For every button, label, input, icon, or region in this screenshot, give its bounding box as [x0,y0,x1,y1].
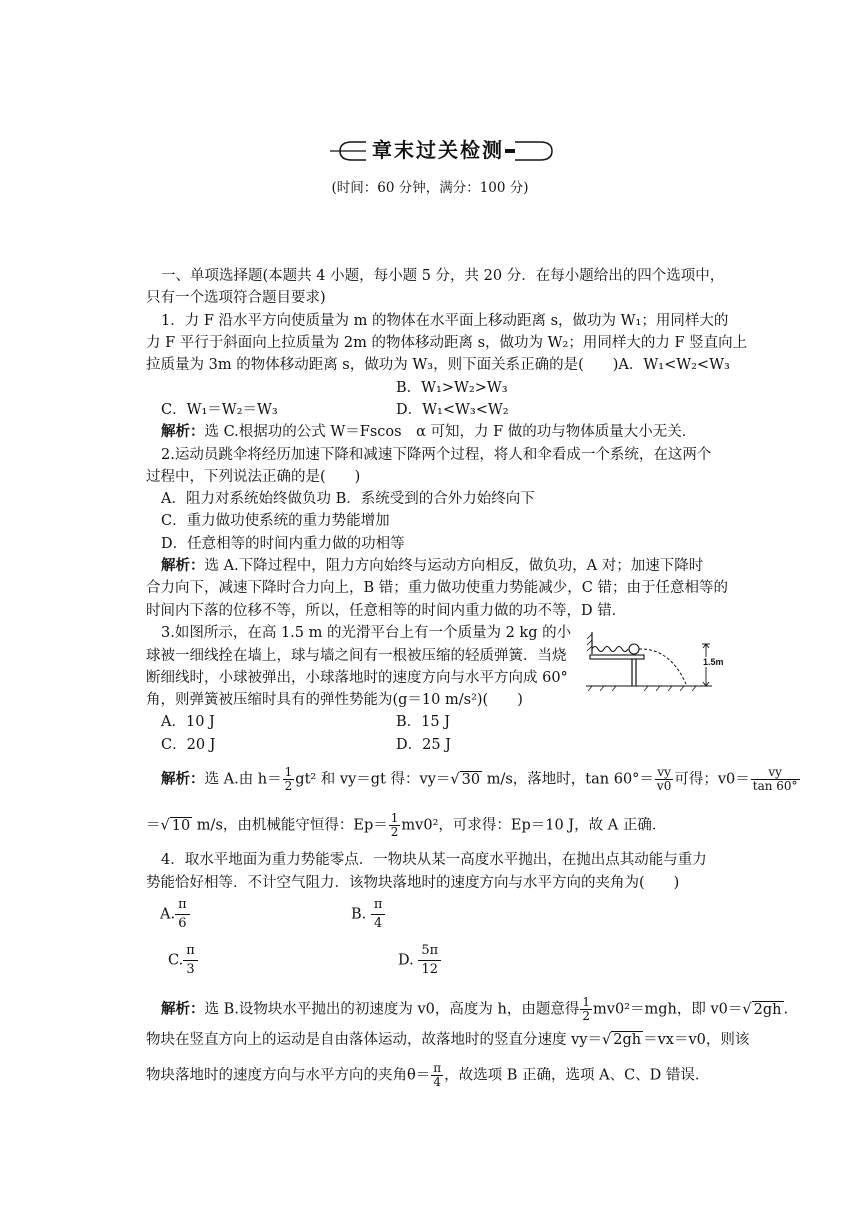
q3-analysis-line-2 [146,812,666,839]
fraction-denominator: 2 [390,825,399,839]
q2-option-d: D．任意相等的时间内重力做的功相等 [161,536,405,552]
q4-line-1: 4．取水平地面为重力势能零点．一物块从某一高度水平抛出，在抛出点其动能与重力 [161,852,707,868]
fraction-denominator: 3 [186,962,195,977]
option-fraction [418,942,441,979]
q3-analysis-line-1 [161,766,801,793]
q3-line-3: 断细线时，小球被弹出，小球落地时的速度方向与水平方向成 60° [146,670,568,686]
q1-option-c: C．W₁＝W₂＝W₃ [161,402,278,418]
q2-option-c: C．重力做功使系统的重力势能增加 [161,513,390,529]
q2-analysis-line-2: 合力向下，减速下降时合力向上，B 错；重力做功使重力势能减少，C 错；由于任意相等的 [146,580,728,596]
q1-line-3: 拉质量为 3m 的物体移动距离 s，做功为 W₃，则下面关系正确的是( )A．W₁<W₂<W₃ [146,357,730,373]
option-fraction [371,896,386,933]
fraction-denominator: 4 [433,1075,441,1089]
q3-analysis-text-1c: m/s，落地时，tan 60°＝ [482,771,654,788]
q3-analysis-text-2c: mv0²，可求得：Ep＝10 J，故 A 正确． [401,817,667,834]
section-heading-line-1: 一、单项选择题(本题共 4 小题，每小题 5 分，共 20 分．在每小题给出的四个选项中， [161,268,725,284]
option-fraction [183,942,198,979]
q4-analysis-text-1b: mv0²＝mgh，即 v0＝ [593,1001,743,1018]
q4-option-a [160,896,190,933]
q2-analysis-line-1 [161,556,703,576]
q1-analysis-label: 解析： [161,423,205,440]
sqrt-symbol: √ [160,817,170,834]
option-letter: C. [168,952,184,969]
option-letter: B. [351,906,367,923]
fraction-numerator: 5π [418,942,441,961]
q4-option-d [398,942,441,979]
q2-analysis-label: 解析： [161,557,205,574]
sqrt-symbol: √ [742,1001,752,1018]
q4-option-c [168,942,198,979]
q3-line-1: 3.如图所示，在高 1.5 m 的光滑平台上有一个质量为 2 kg 的小 [161,625,572,641]
fraction-numerator: π [175,896,190,915]
fraction-numerator: π [433,1061,442,1075]
sqrt-symbol: √ [602,1032,612,1048]
q3-fraction-vy-tan [751,766,800,793]
q4-analysis-line-3 [146,1062,709,1089]
q3-line-4: 角，则弹簧被压缩时具有的弹性势能为(g＝10 m/s²)( ) [146,692,523,708]
q4-option-b [351,896,385,933]
option-fraction [175,896,190,933]
q4-analysis-text-2a: 物块在竖直方向上的运动是自由落体运动，故落地时的竖直分速度 vy＝ [146,1032,602,1048]
q3-analysis-text-1a: 选 A.由 h＝ [204,771,282,788]
fraction-denominator: 12 [421,962,439,977]
q4-analysis-line-2 [146,1030,749,1050]
q3-analysis-text-2a: ＝ [146,817,161,834]
fraction-numerator: vy [655,766,673,780]
q2-line-1: 2.运动员跳伞将经历加速下降和减速下降两个过程，将人和伞看成一个系统，在这两个 [161,447,712,463]
q3-fraction-half-2 [389,812,401,839]
q3-analysis-text-1b: gt² 和 vy＝gt 得：vy＝ [295,771,451,788]
q1-option-d: D．W₁<W₃<W₂ [396,402,509,418]
fraction-denominator: tan 60° [752,779,798,793]
q2-line-2: 过程中，下列说法正确的是( ) [146,469,361,485]
sqrt-radicand: 2gh [613,1032,642,1048]
q4-analysis-text-2b: ＝vx＝v0，则该 [643,1032,750,1048]
q1-option-b: B．W₁>W₂>W₃ [396,380,508,396]
fraction-denominator: 6 [178,916,187,931]
q3-fraction-vy-v0 [655,766,673,793]
fraction-denominator: v0 [656,779,672,793]
q4-analysis-text-3b: ，故选项 B 正确，选项 A、C、D 错误． [444,1067,710,1084]
q3-analysis-label: 解析： [161,770,205,788]
fraction-denominator: 4 [374,916,383,931]
q1-line-2: 力 F 平行于斜面向上拉质量为 2m 的物体移动距离 s，做功为 W₂；用同样大的力 F 竖直向上 [146,335,748,351]
fraction-numerator: vy [751,766,800,780]
q4-fraction-pi-4 [431,1062,443,1089]
q2-option-ab: A．阻力对系统始终做负功 B．系统受到的合外力始终向下 [161,491,535,507]
q3-line-2: 球被一细线拴在墙上，球与墙之间有一根被压缩的轻质弹簧．当烧 [146,648,567,664]
option-letter: D. [398,952,414,969]
fraction-numerator: π [183,942,198,961]
q3-option-a: A．10 J [161,714,215,730]
fraction-denominator: 2 [284,779,293,793]
q4-analysis-text-3a: 物块落地时的速度方向与水平方向的夹角θ＝ [146,1067,431,1084]
q3-analysis-text-1d: 可得；v0＝ [674,771,750,788]
q3-figure-height-label: 1.5m [703,657,724,667]
q4-analysis-line-1 [161,996,788,1023]
q3-option-d: D．25 J [396,737,451,753]
q3-fraction-half [283,766,295,793]
option-letter: A. [160,906,176,923]
page-subtitle: (时间：60 分钟，满分：100 分) [331,180,529,196]
sqrt-radicand: 10 [171,817,191,834]
sqrt-symbol: √ [450,771,460,788]
q2-analysis-text-1: 选 A.下降过程中，阻力方向始终与运动方向相反，做负功，A 对；加速下降时 [204,558,704,574]
q4-analysis-text-1c: . [783,1001,789,1018]
sqrt-radicand: 30 [461,771,481,788]
q3-option-c: C．20 J [161,737,216,753]
sqrt-radicand: 2gh [753,1001,782,1018]
fraction-numerator: 1 [582,995,590,1009]
fraction-denominator: 2 [582,1009,590,1023]
section-heading-line-2: 只有一个选项符合题目要求) [146,290,326,306]
fraction-numerator: π [371,896,386,915]
q4-analysis-text-1a: 选 B.设物块水平抛出的初速度为 v0，高度为 h，由题意得 [204,1001,580,1018]
q4-analysis-label: 解析： [161,1000,205,1018]
fraction-numerator: 1 [390,811,399,825]
q1-analysis [161,422,696,442]
q1-analysis-text: 选 C.根据功的公式 W＝Fscos α 可知，力 F 做的功与物体质量大小无关． [204,424,697,440]
q4-line-2: 势能恰好相等．不计空气阻力．该物块落地时的速度方向与水平方向的夹角为( ) [146,875,680,891]
page-title: 章末过关检测 [372,138,504,162]
fraction-numerator: 1 [284,765,293,779]
q4-fraction-half [580,996,592,1023]
q2-analysis-line-3: 时间内下落的位移不等，所以，任意相等的时间内重力做的功不等，D 错． [146,603,627,619]
q3-analysis-text-2b: m/s，由机械能守恒得：Ep＝ [192,817,388,834]
q3-option-b: B．15 J [396,714,451,730]
q1-line-1: 1．力 F 沿水平方向使质量为 m 的物体在水平面上移动距离 s，做功为 W₁；用同样大的 [161,313,729,329]
